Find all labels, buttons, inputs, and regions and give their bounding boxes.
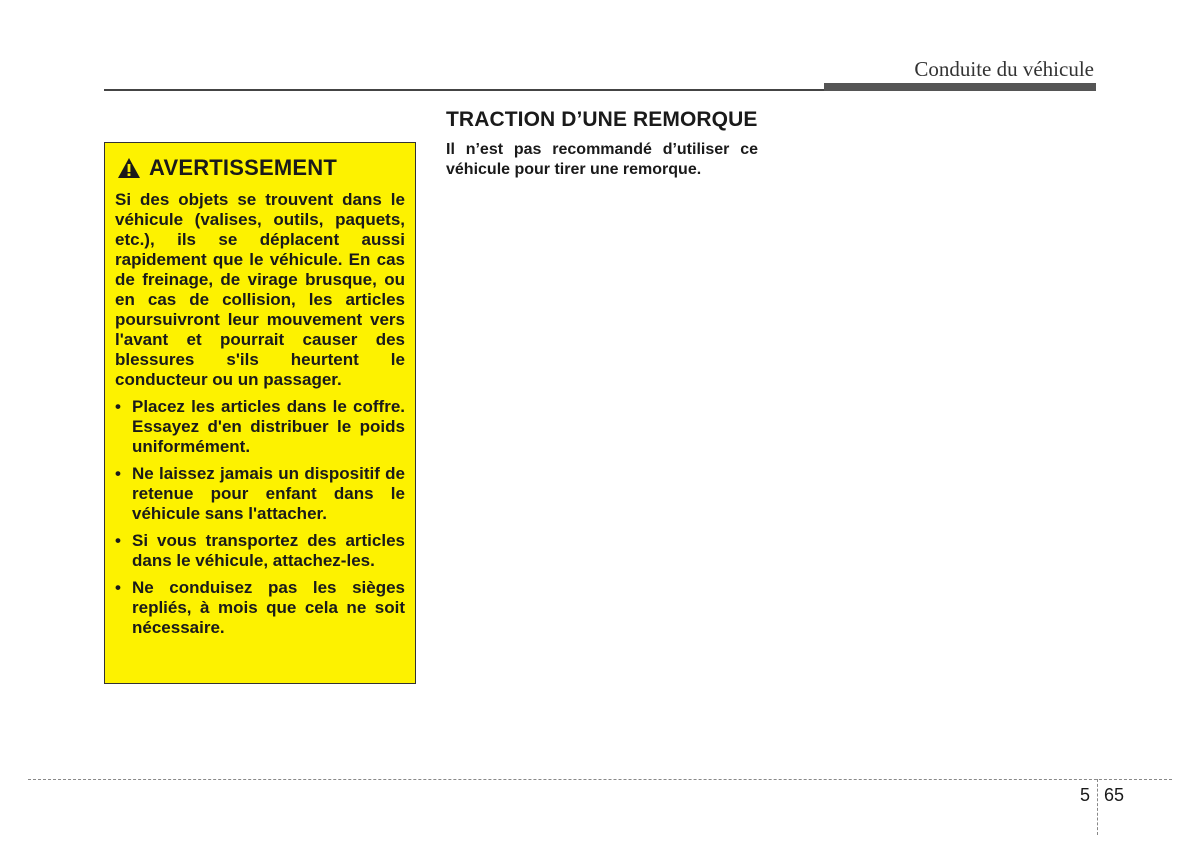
footer-divider: [1097, 779, 1098, 835]
footer-rule: [28, 779, 1172, 780]
section-title: TRACTION D’UNE REMORQUE: [446, 108, 758, 131]
warning-triangle-icon: [117, 157, 141, 179]
warning-bullet-item: [115, 578, 405, 638]
page-number: 65: [1104, 785, 1125, 805]
warning-bullet-text: Placez les articles dans le coffre. Essayez d'en distribuer le poids uniformément.: [132, 397, 405, 456]
bullet-icon: •: [115, 397, 121, 416]
warning-title: AVERTISSEMENT: [149, 155, 337, 180]
chapter-number: 5: [1080, 785, 1091, 805]
warning-bullet-text: Ne conduisez pas les sièges repliés, à mois que cela ne soit nécessaire.: [132, 578, 405, 637]
header-rule: [104, 89, 824, 91]
warning-bullet-text: Ne laissez jamais un dispositif de retenue pour enfant dans le véhicule sans l'attacher.: [132, 464, 405, 523]
bullet-icon: •: [115, 578, 121, 597]
warning-bullet-text: Si vous transportez des articles dans le véhicule, attachez-les.: [132, 531, 405, 570]
running-header-title: Conduite du véhicule: [914, 57, 1094, 81]
warning-header: [115, 155, 405, 181]
section-body-text: Il n’est pas recommandé d’utiliser ce véhicule pour tirer une remorque.: [446, 141, 758, 178]
warning-bullet-list: [115, 397, 405, 638]
bullet-icon: •: [115, 464, 121, 483]
warning-body-text: Si des objets se trouvent dans le véhicule (valises, outils, paquets, etc.), ils se déplacent aussi rapidement que le véhicule. En cas de freinage, de virage brusque, ou en cas de collision, les articles poursuivront leur mouvement vers l'avant et pourrait causer des blessures s'ils heurtent le conducteur ou un passager.: [115, 190, 405, 389]
bullet-icon: •: [115, 531, 121, 550]
warning-bullet-item: [115, 464, 405, 524]
warning-bullet-item: [115, 397, 405, 457]
warning-bullet-item: [115, 531, 405, 571]
header-accent-bar: [824, 83, 1096, 91]
warning-box: [104, 142, 416, 684]
